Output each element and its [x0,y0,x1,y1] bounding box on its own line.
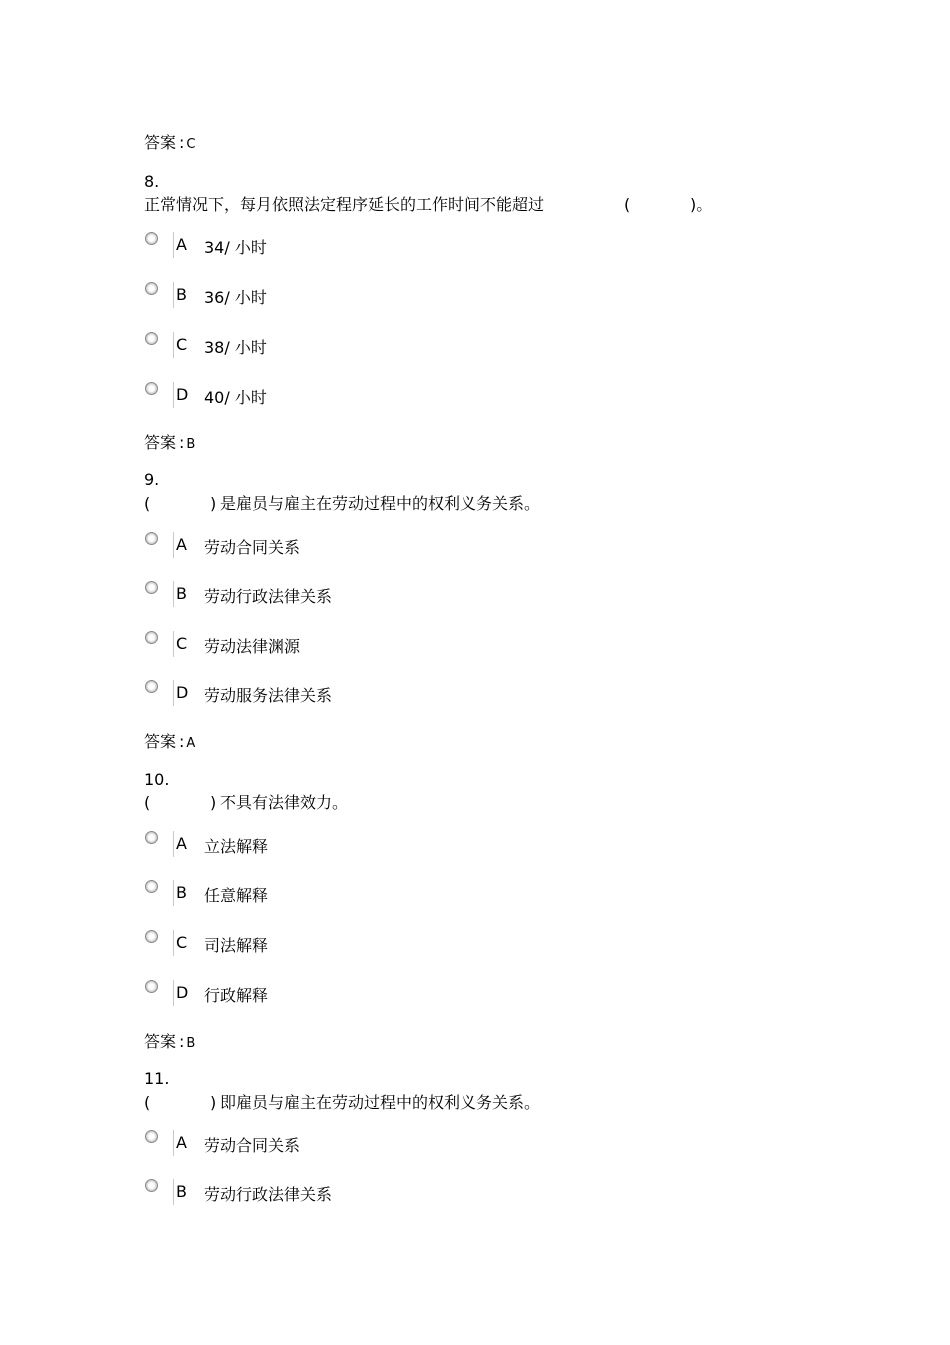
option-letter: B [176,883,187,902]
answer-label: 答案 [144,133,177,152]
answer-separator: : [179,1032,185,1051]
question-number: 10. [144,770,170,789]
option-letter: A [176,1133,187,1152]
option-a[interactable] [144,233,564,263]
answer-line [144,430,195,453]
radio-button[interactable] [145,282,158,295]
question-paren-open: ( [144,1093,151,1112]
answer-label: 答案 [144,732,177,751]
option-divider [173,980,174,1006]
option-text: 劳动合同关系 [204,1136,301,1155]
option-text: 36/ 小时 [204,288,267,307]
option-letter: A [176,235,187,254]
radio-button[interactable] [145,1130,158,1143]
radio-button[interactable] [145,332,158,345]
answer-label: 答案 [144,433,177,452]
answer-value: B [186,1036,196,1051]
option-b[interactable] [144,283,564,313]
option-letter: B [176,285,187,304]
option-divider [173,581,174,607]
answer-line [144,729,195,752]
option-text: 行政解释 [204,986,269,1005]
question-text: 即雇员与雇主在劳动过程中的权利义务关系。 [220,1093,541,1112]
radio-button[interactable] [145,930,158,943]
option-letter: D [176,385,189,404]
option-d[interactable] [144,383,564,413]
option-c[interactable] [144,931,564,961]
question-text: 是雇员与雇主在劳动过程中的权利义务关系。 [220,494,541,513]
option-b[interactable] [144,1180,564,1210]
option-letter: D [176,683,189,702]
question-paren-open: ( [624,195,631,214]
option-divider [173,631,174,657]
answer-line [144,130,195,153]
radio-button[interactable] [145,680,158,693]
answer-line [144,1029,195,1052]
option-divider [173,332,174,358]
radio-button[interactable] [145,831,158,844]
option-letter: B [176,1182,187,1201]
option-text: 40/ 小时 [204,388,267,407]
option-text: 劳动合同关系 [204,538,301,557]
question-paren-close: ) [210,793,217,812]
option-divider [173,880,174,906]
radio-button[interactable] [145,880,158,893]
option-text: 劳动服务法律关系 [204,686,333,705]
option-text: 任意解释 [204,886,269,905]
option-text: 立法解释 [204,837,269,856]
option-a[interactable] [144,1131,564,1161]
option-divider [173,680,174,706]
answer-value: C [186,137,196,152]
option-divider [173,831,174,857]
question-number: 11. [144,1069,170,1088]
option-letter: C [176,933,188,952]
option-divider [173,930,174,956]
option-c[interactable] [144,632,564,662]
option-letter: D [176,983,189,1002]
answer-value: A [186,736,196,751]
answer-separator: : [179,732,185,751]
option-a[interactable] [144,533,564,563]
option-letter: B [176,584,187,603]
answer-value: B [186,437,196,452]
option-divider [173,232,174,258]
option-c[interactable] [144,333,564,363]
option-text: 劳动法律渊源 [204,637,301,656]
option-letter: C [176,634,188,653]
question-text: 正常情况下，每月依照法定程序延长的工作时间不能超过 [144,195,545,214]
option-a[interactable] [144,832,564,862]
option-divider [173,282,174,308]
option-letter: C [176,335,188,354]
option-divider [173,1179,174,1205]
radio-button[interactable] [145,581,158,594]
answer-separator: : [179,433,185,452]
question-paren-open: ( [144,494,151,513]
question-number: 8. [144,172,160,191]
option-divider [173,1130,174,1156]
radio-button[interactable] [145,1179,158,1192]
option-divider [173,382,174,408]
option-letter: A [176,535,187,554]
question-number: 9. [144,470,160,489]
radio-button[interactable] [145,980,158,993]
option-d[interactable] [144,981,564,1011]
option-text: 劳动行政法律关系 [204,1185,333,1204]
option-divider [173,532,174,558]
answer-label: 答案 [144,1032,177,1051]
question-paren-close: )。 [690,195,713,214]
option-d[interactable] [144,681,564,711]
question-paren-close: ) [210,494,217,513]
question-paren-open: ( [144,793,151,812]
option-text: 34/ 小时 [204,238,267,257]
option-text: 劳动行政法律关系 [204,587,333,606]
answer-separator: : [179,133,185,152]
question-paren-close: ) [210,1093,217,1112]
option-b[interactable] [144,881,564,911]
option-letter: A [176,834,187,853]
radio-button[interactable] [145,532,158,545]
radio-button[interactable] [145,631,158,644]
option-text: 司法解释 [204,936,269,955]
option-text: 38/ 小时 [204,338,267,357]
question-text: 不具有法律效力。 [220,793,349,812]
radio-button[interactable] [145,232,158,245]
radio-button[interactable] [145,382,158,395]
option-b[interactable] [144,582,564,612]
